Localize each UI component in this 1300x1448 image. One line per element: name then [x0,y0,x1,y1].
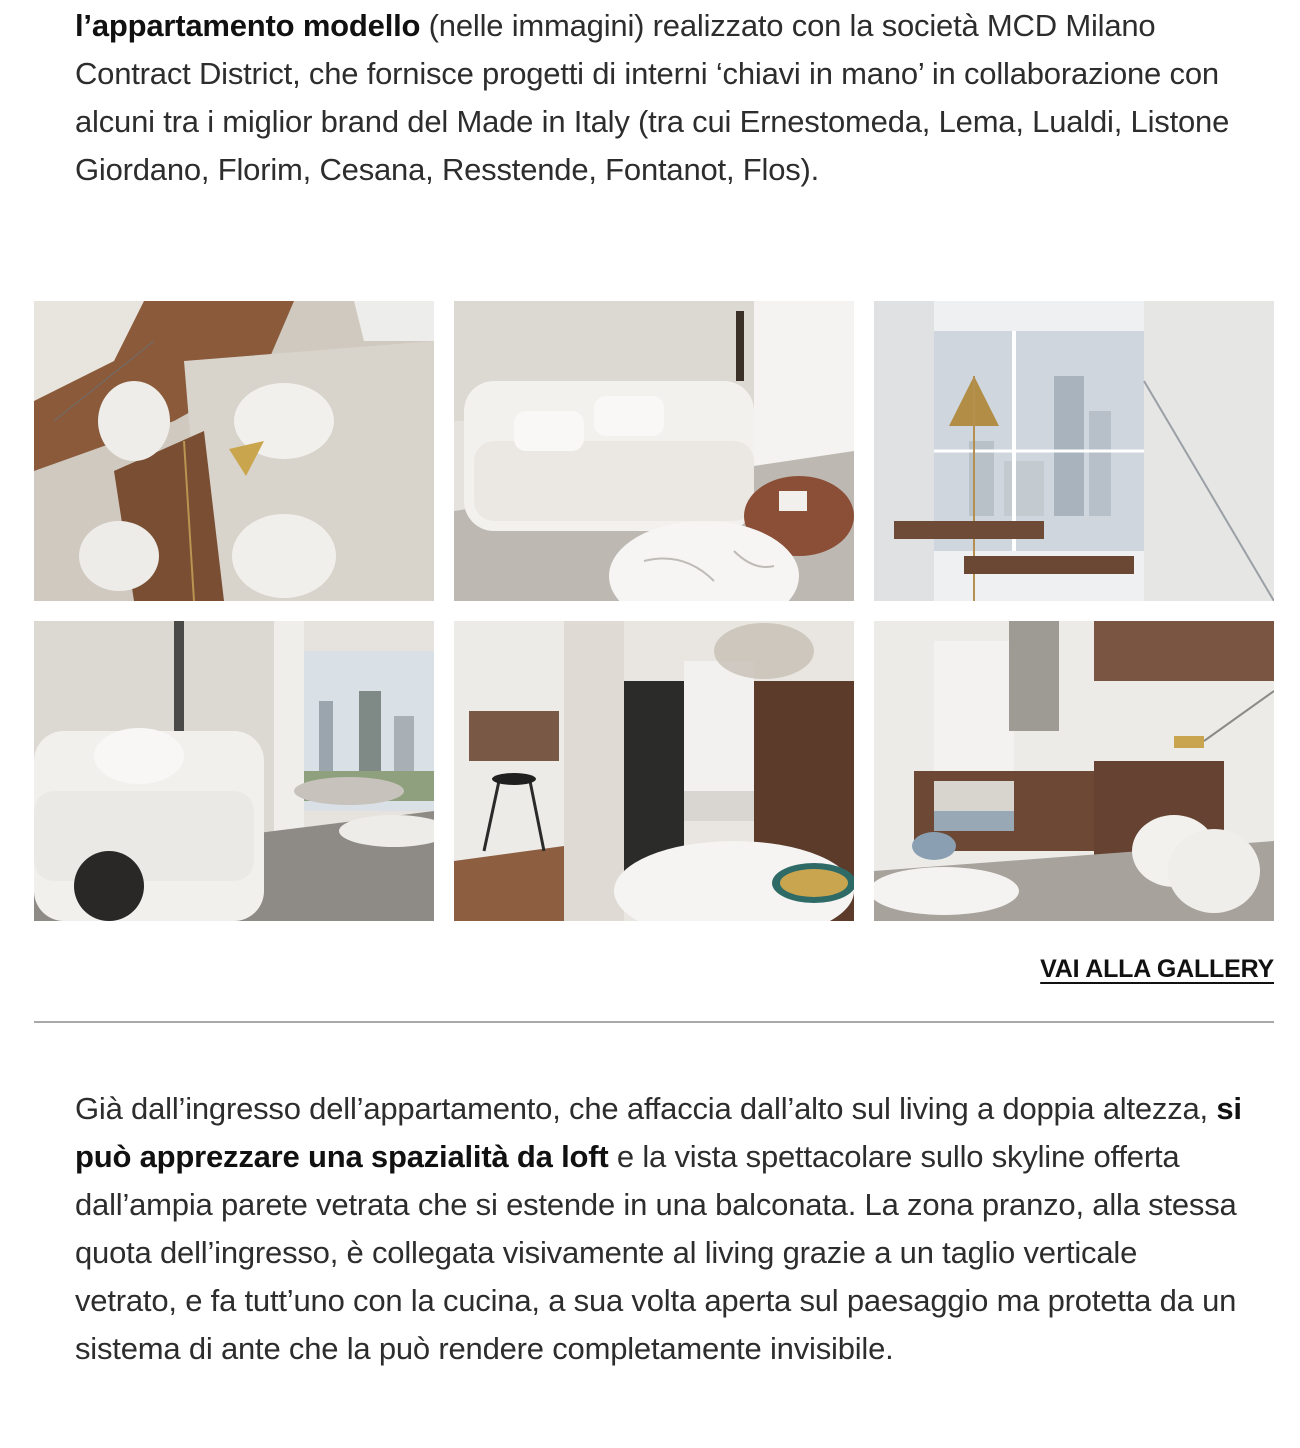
photo-double-height-living-image [874,621,1274,921]
body-text-before: Già dall’ingresso dell’appartamento, che affaccia dall’alto sul living a doppia altezza, [75,1091,1217,1126]
photo-gallery-grid [34,301,1274,921]
body-text-after: e la vista spettacolare sullo skyline offerta dall’ampia parete vetrata che si estende in una balconata. La zona pranzo, alla stessa quota dell’ingresso, è collegata visivamente al living grazie a un taglio verticale vetrato, e fa tutt’uno con la cucina, a sua volta aperta sul paesaggio ma protetta da un sistema di ante che la può rendere completamente invisibile. [75,1139,1237,1366]
intro-bold-lead: l’appartamento modello [75,8,421,43]
gallery-link[interactable]: VAI ALLA GALLERY [1040,955,1274,983]
gallery-photo-3[interactable] [874,301,1274,601]
section-divider [34,1021,1274,1023]
photo-lamp-skyline-image [874,301,1274,601]
gallery-photo-4[interactable] [34,621,434,921]
photo-living-chairs-image [34,301,434,601]
photo-white-sofa-image [454,301,854,601]
gallery-photo-1[interactable] [34,301,434,601]
gallery-photo-5[interactable] [454,621,854,921]
body-bold-highlight: si può apprezzare una spazialità da loft [75,1091,1242,1174]
photo-kitchen-dining-image [454,621,854,921]
intro-paragraph [75,2,1245,194]
gallery-photo-6[interactable] [874,621,1274,921]
photo-sofa-cityview-image [34,621,434,921]
gallery-photo-2[interactable] [454,301,854,601]
intro-text: (nelle immagini) realizzato con la società MCD Milano Contract District, che fornisce progetti di interni ‘chiavi in mano’ in collaborazione con alcuni tra i miglior brand del Made in Italy (tra cui Ernestomeda, Lema, Lualdi, Listone Giordano, Florim, Cesana, Resstende, Fontanot, Flos). [75,8,1230,187]
body-paragraph [75,1085,1245,1373]
